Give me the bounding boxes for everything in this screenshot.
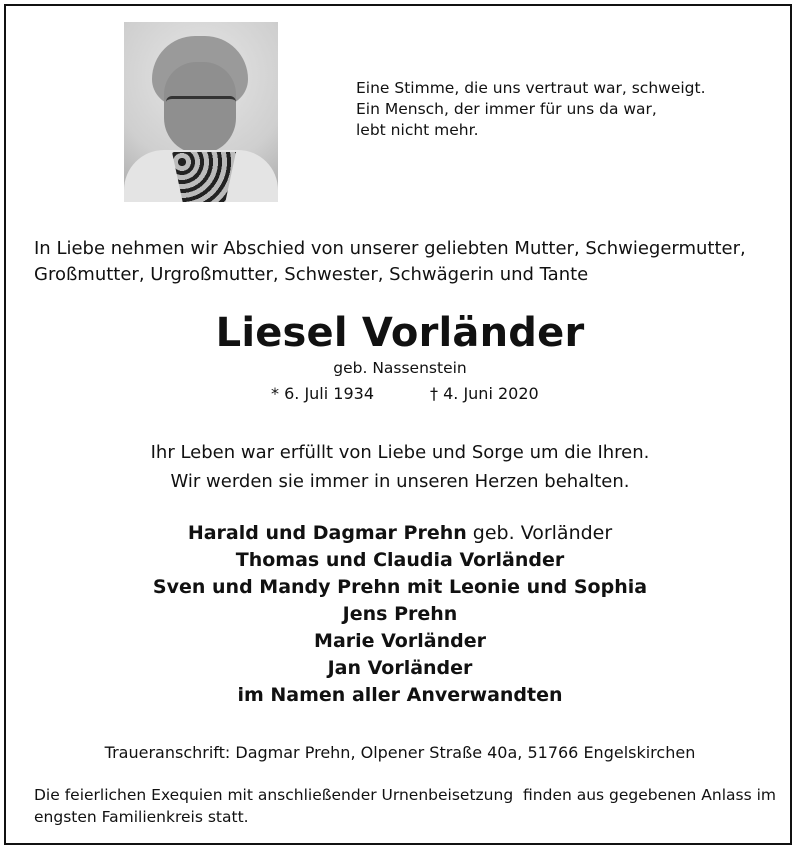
mourner-line: Sven und Mandy Prehn mit Leonie und Sophia — [152, 576, 648, 598]
mourner-line: Jan Vorländer — [327, 657, 473, 679]
intro-line: Großmutter, Urgroßmutter, Schwester, Schwägerin und Tante — [34, 264, 589, 285]
quote-line: lebt nicht mehr. — [356, 121, 479, 139]
life-text — [0, 438, 800, 496]
quote-line: Eine Stimme, die uns vertraut war, schweigt. — [356, 79, 706, 97]
birth-date: * 6. Juli 1934 — [271, 384, 374, 403]
life-line: Wir werden sie immer in unseren Herzen behalten. — [170, 471, 630, 492]
mourning-address: Traueranschrift: Dagmar Prehn, Olpener Straße 40a, 51766 Engelskirchen — [104, 743, 696, 762]
mourner-line: Marie Vorländer — [314, 630, 486, 652]
mourner-line: Jens Prehn — [342, 603, 458, 625]
funeral-note-line: engsten Familienkreis statt. — [34, 808, 249, 826]
intro-text — [34, 236, 746, 288]
intro-line: In Liebe nehmen wir Abschied von unserer geliebten Mutter, Schwiegermutter, — [34, 238, 746, 259]
life-line: Ihr Leben war erfüllt von Liebe und Sorge um die Ihren. — [150, 442, 650, 463]
death-date: † 4. Juni 2020 — [430, 384, 539, 403]
quote-line: Ein Mensch, der immer für uns da war, — [356, 100, 657, 118]
maiden-name: geb. Nassenstein — [333, 359, 467, 377]
mourner-line: im Namen aller Anverwandten — [237, 684, 563, 706]
mourner-line: Thomas und Claudia Vorländer — [235, 549, 565, 571]
memorial-quote — [356, 78, 706, 141]
portrait-photo — [124, 22, 278, 202]
mourner-line — [0, 520, 800, 547]
deceased-name: Liesel Vorländer — [215, 310, 585, 356]
funeral-note-line: Die feierlichen Exequien mit anschließender Urnenbeisetzung finden aus gegebenen Anlass im — [34, 786, 777, 804]
mourner-nee: geb. Vorländer — [466, 522, 613, 544]
mourner-name: Harald und Dagmar Prehn — [187, 522, 467, 544]
mourners-list — [0, 520, 800, 709]
funeral-note — [34, 784, 776, 828]
